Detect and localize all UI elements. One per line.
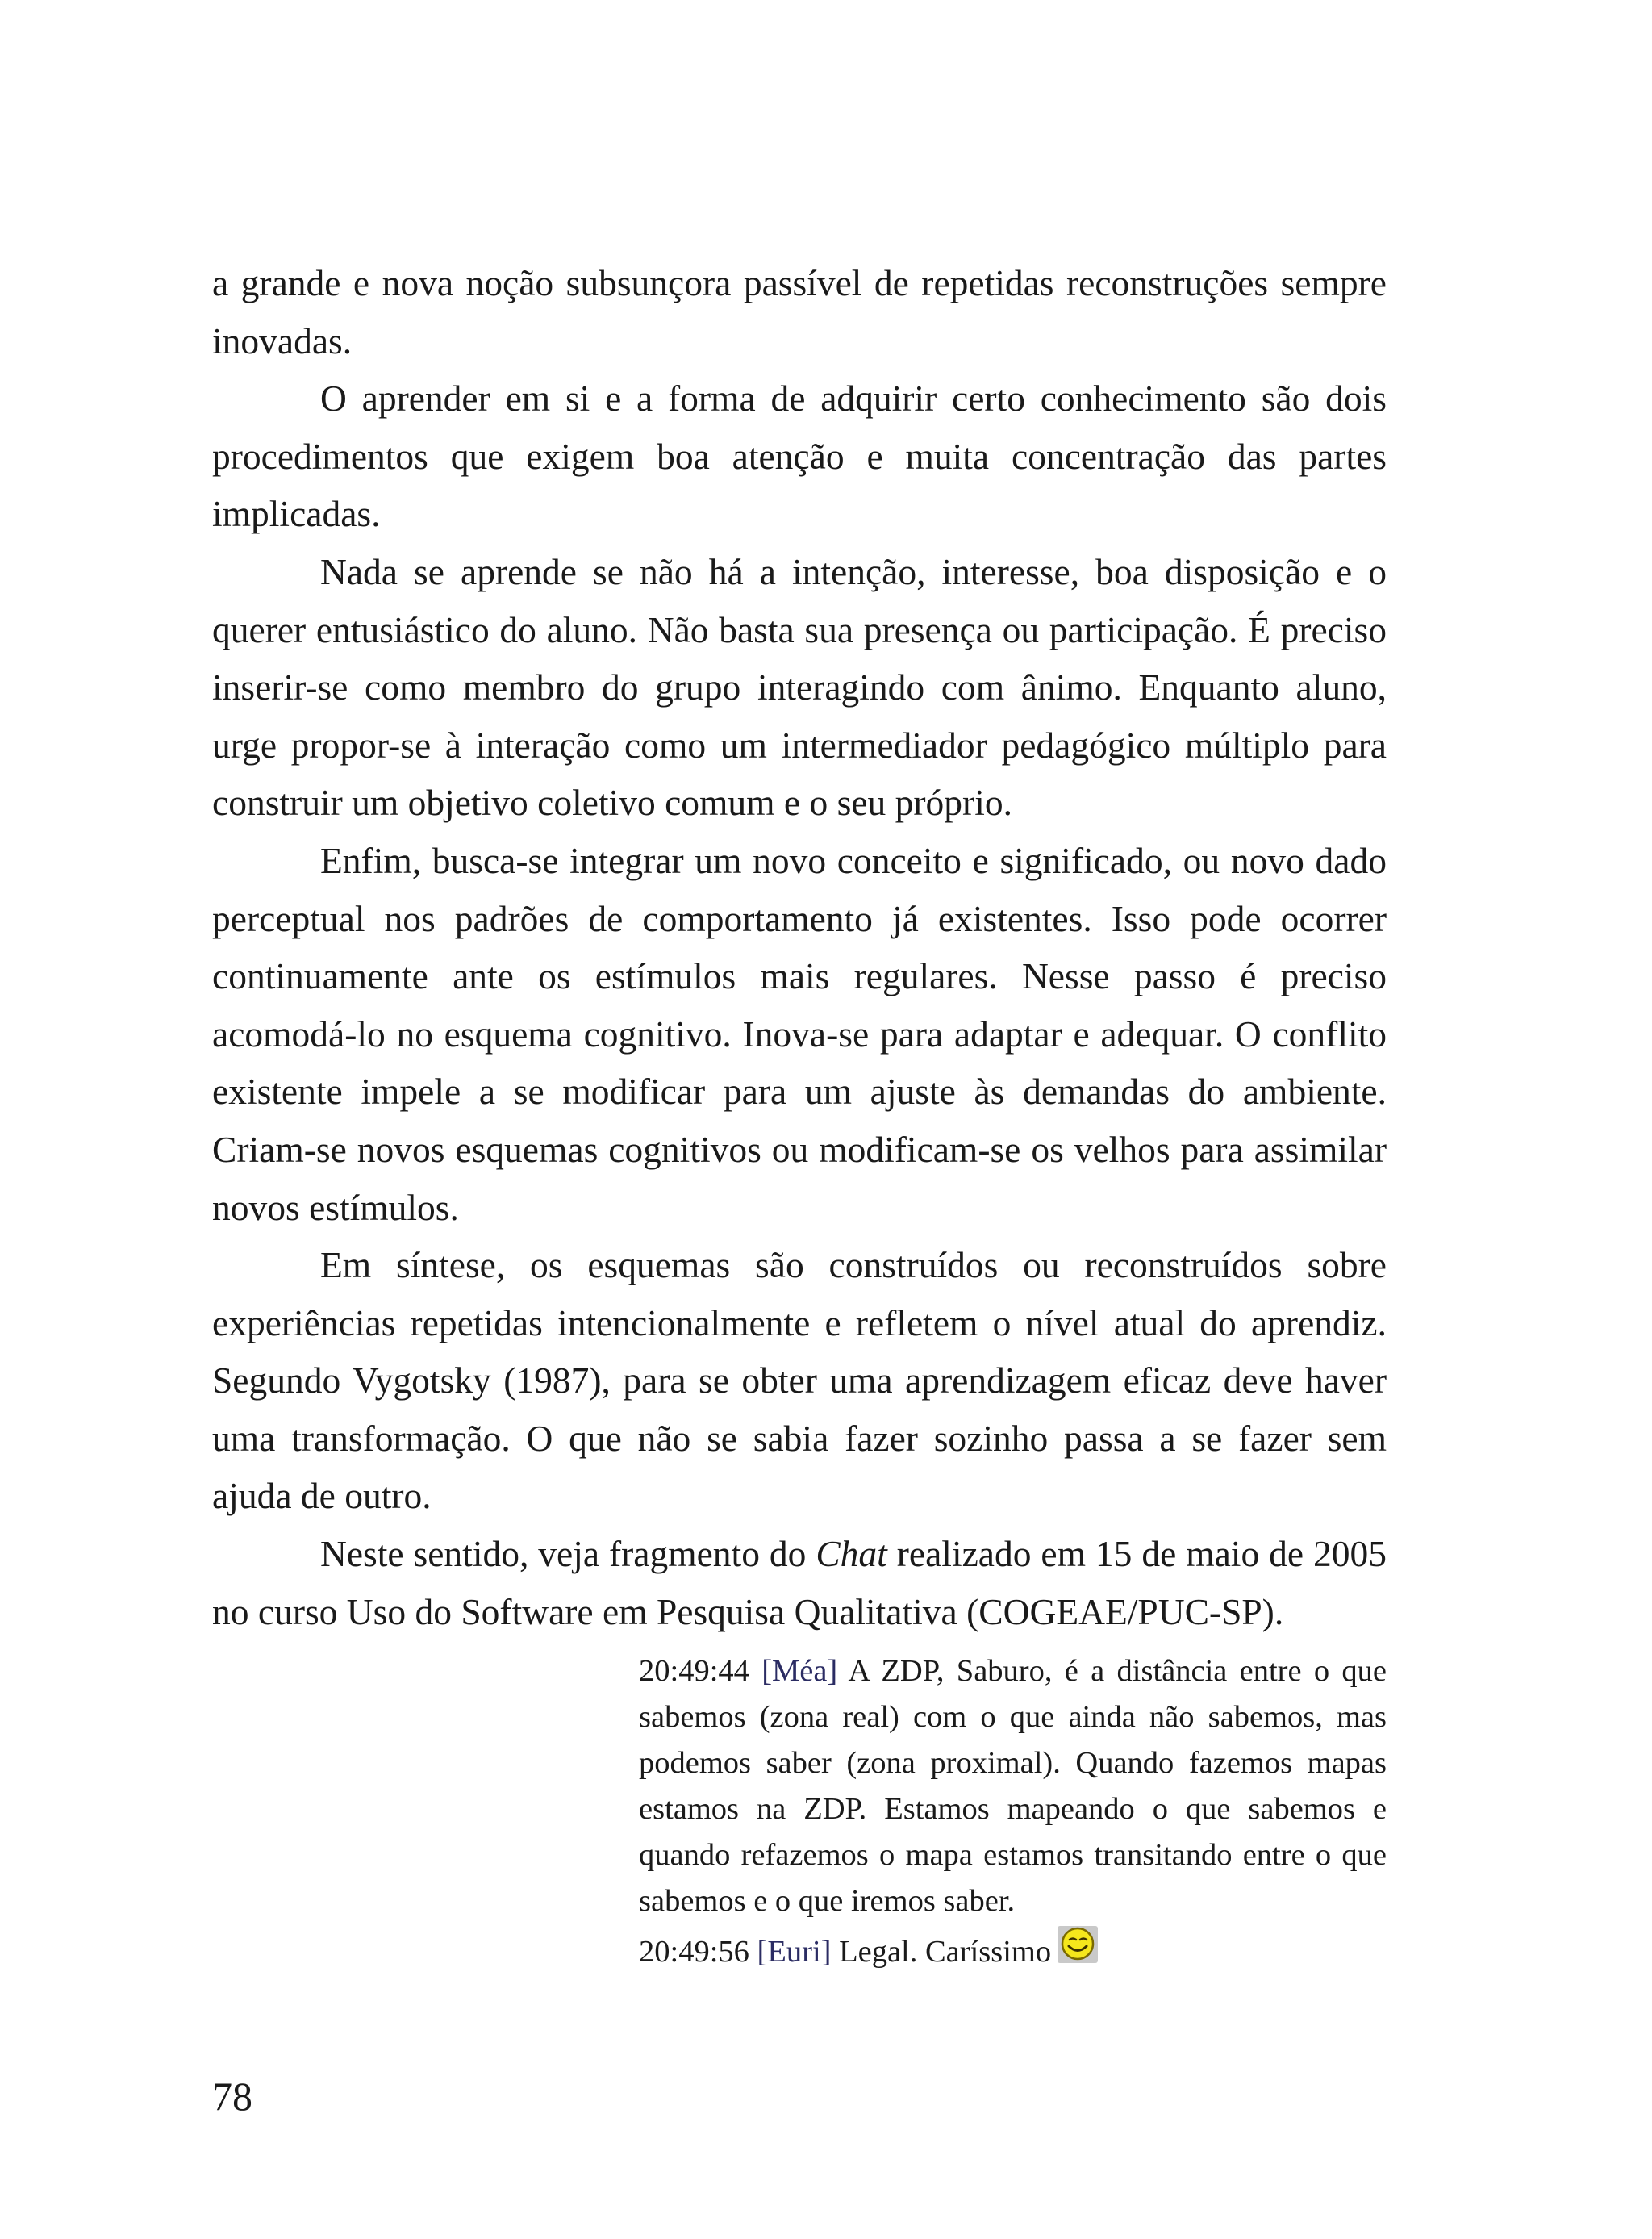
paragraph [212, 1525, 1387, 1640]
paragraph: Em síntese, os esquemas são construídos ou reconstruídos sobre experiências repetidas intencionalmente e refletem o nível atual do aprendiz. Segundo Vygotsky (1987), para se obter uma aprendizagem eficaz deve haver uma transformação. O que não se sabia fazer sozinho passa a se fazer sem ajuda de outro. [212, 1244, 1387, 1517]
paragraph: Nada se aprende se não há a intenção, interesse, boa disposição e o querer entusiástico do aluno. Não basta sua presença ou participação. É preciso inserir-se como membro do grupo interagindo com ânimo. Enquanto aluno, urge propor-se à interação como um intermediador pedagógico múltiplo para construir um objetivo coletivo comum e o seu próprio. [212, 550, 1387, 824]
chat-excerpt [639, 1648, 1387, 1978]
paragraph-text: Neste sentido, veja fragmento do [320, 1533, 816, 1575]
paragraph-text: realizado em 15 de maio de 2005 no curso Uso do Software em Pesquisa Qualitativa (COGEAE/PUC-SP). [212, 1533, 1387, 1632]
paragraph: a grande e nova noção subsunçora passível de repetidas reconstruções sempre inovadas. [212, 262, 1387, 361]
paragraph: O aprender em si e a forma de adquirir certo conhecimento são dois procedimentos que exigem boa atenção e muita concentração das partes implicadas. [212, 378, 1387, 535]
chat-text: A ZDP, Saburo, é a distância entre o que sabemos (zona real) com o que ainda não sabemos, mas podemos saber (zona proximal). Quando fazemos mapas estamos na ZDP. Estamos mapeando o que sabemos e quando refazemos o mapa estamos transitando entre o que sabemos e o que iremos saber. [639, 1654, 1387, 1918]
chat-message [639, 1648, 1387, 1924]
page-number: 78 [212, 2074, 252, 2119]
chat-text: Legal. Caríssimo [839, 1935, 1052, 1969]
chat-message [639, 1924, 1387, 1978]
chat-nickname: [Euri] [757, 1935, 832, 1969]
body-text [212, 254, 1387, 1640]
paragraph: Enfim, busca-se integrar um novo conceito e significado, ou novo dado perceptual nos padrões de comportamento já existentes. Isso pode ocorrer continuamente ante os estímulos mais regulares. Nesse passo é preciso acomodá-lo no esquema cognitivo. Inova-se para adaptar e adequar. O conflito existente impele a se modificar para um ajuste às demandas do ambiente. Criam-se novos esquemas cognitivos ou modificam-se os velhos para assimilar novos estímulos. [212, 839, 1387, 1228]
chat-timestamp: 20:49:56 [639, 1935, 749, 1969]
chat-term: Chat [816, 1533, 887, 1575]
chat-nickname: [Méa] [761, 1654, 838, 1688]
chat-timestamp: 20:49:44 [639, 1654, 749, 1688]
smiley-wink-icon [1056, 1924, 1099, 1978]
